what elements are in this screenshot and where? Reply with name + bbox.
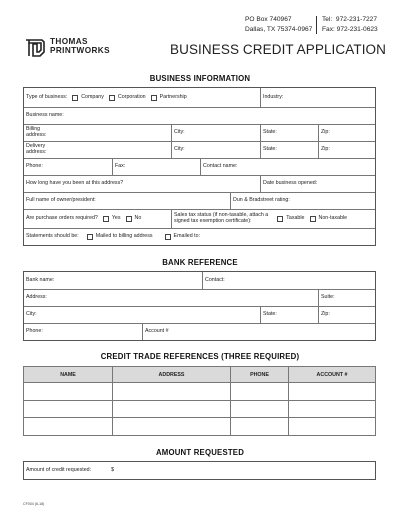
delivery-address-field[interactable] bbox=[24, 142, 171, 158]
address-line-2: Dallas, TX 75374-0967 bbox=[245, 26, 313, 33]
industry-field[interactable] bbox=[260, 88, 375, 107]
table-row bbox=[24, 400, 376, 418]
bank-name-field[interactable] bbox=[24, 272, 202, 289]
phone-label: Phone: bbox=[26, 163, 43, 170]
city-label: City: bbox=[174, 129, 185, 136]
type-of-business-label: Type of business: bbox=[26, 93, 68, 100]
form-row bbox=[24, 228, 375, 245]
bank-address-label: Address: bbox=[26, 294, 47, 301]
po-required-field bbox=[24, 210, 171, 228]
column-header-name: NAME bbox=[24, 367, 113, 383]
company-label: Company bbox=[81, 93, 104, 100]
how-long-label: How long have you been at this address? bbox=[26, 180, 124, 187]
column-header-phone: PHONE bbox=[231, 367, 289, 383]
company-checkbox[interactable] bbox=[72, 95, 78, 101]
mailed-label: Mailed to billing address bbox=[95, 233, 153, 240]
bank-name-label: Bank name: bbox=[26, 276, 55, 283]
reference-account-cell[interactable] bbox=[289, 418, 376, 436]
reference-account-cell[interactable] bbox=[289, 383, 376, 401]
sales-tax-label: Sales tax status (if non-taxable, attach a signed tax exemption certificate): bbox=[174, 212, 269, 224]
taxable-checkbox[interactable] bbox=[277, 216, 283, 222]
owner-label: Full name of owner/president: bbox=[26, 197, 96, 204]
fax-label: Fax: bbox=[115, 163, 126, 170]
zip-label: Zip: bbox=[321, 146, 330, 153]
phone-label: Phone: bbox=[26, 328, 43, 335]
business-name-label: Business name: bbox=[26, 112, 64, 119]
reference-address-cell[interactable] bbox=[113, 418, 231, 436]
date-opened-field[interactable] bbox=[260, 176, 375, 192]
delivery-city-field[interactable] bbox=[171, 142, 260, 158]
logo-text-line2: PRINTWORKS bbox=[50, 46, 110, 55]
state-label: State: bbox=[263, 311, 277, 318]
industry-label: Industry: bbox=[263, 93, 284, 100]
non-taxable-checkbox[interactable] bbox=[310, 216, 316, 222]
reference-account-cell[interactable] bbox=[289, 400, 376, 418]
contact-divider bbox=[316, 16, 317, 34]
type-of-business-field bbox=[24, 88, 260, 107]
business-info-form bbox=[23, 87, 376, 246]
business-name-field[interactable] bbox=[24, 108, 375, 124]
bank-reference-form bbox=[23, 271, 376, 341]
contact-name-label: Contact name: bbox=[203, 163, 238, 170]
amount-label: Amount of credit requested: bbox=[26, 466, 92, 473]
corporation-checkbox[interactable] bbox=[109, 95, 115, 101]
bank-zip-field[interactable] bbox=[318, 307, 375, 323]
amount-field[interactable] bbox=[24, 462, 375, 479]
table-header-row bbox=[24, 367, 376, 383]
reference-address-cell[interactable] bbox=[113, 400, 231, 418]
date-opened-label: Date business opened: bbox=[263, 180, 318, 187]
reference-name-cell[interactable] bbox=[24, 418, 113, 436]
billing-zip-field[interactable] bbox=[318, 125, 375, 141]
amount-requested-form bbox=[23, 461, 376, 480]
sales-tax-field bbox=[171, 210, 375, 228]
po-yes-checkbox[interactable] bbox=[103, 216, 109, 222]
form-row bbox=[24, 107, 375, 124]
how-long-field[interactable] bbox=[24, 176, 260, 192]
form-row bbox=[24, 323, 375, 340]
company-logo bbox=[24, 36, 110, 58]
form-row bbox=[24, 141, 375, 158]
bank-account-field[interactable] bbox=[142, 324, 375, 340]
logo-text-line1: THOMAS bbox=[50, 37, 88, 47]
form-row bbox=[24, 192, 375, 209]
billing-city-field[interactable] bbox=[171, 125, 260, 141]
form-row bbox=[24, 462, 375, 479]
po-required-label: Are purchase orders required? bbox=[26, 215, 98, 222]
bank-reference-title: BANK REFERENCE bbox=[162, 258, 238, 267]
statements-field bbox=[24, 229, 375, 245]
form-row bbox=[24, 124, 375, 141]
header bbox=[0, 0, 400, 70]
corporation-label: Corporation bbox=[117, 93, 146, 100]
reference-phone-cell[interactable] bbox=[231, 400, 289, 418]
table-row bbox=[24, 418, 376, 436]
state-label: State: bbox=[263, 129, 277, 136]
form-row bbox=[24, 88, 375, 107]
bank-state-field[interactable] bbox=[260, 307, 318, 323]
emailed-label: Emailed to: bbox=[173, 233, 201, 240]
address-line-1: PO Box 740967 bbox=[245, 16, 292, 23]
business-info-title: BUSINESS INFORMATION bbox=[149, 74, 251, 83]
fax-line: Fax: 972-231-0623 bbox=[322, 26, 378, 33]
bank-contact-label: Contact: bbox=[205, 276, 225, 283]
amount-requested-title: AMOUNT REQUESTED bbox=[155, 448, 245, 457]
po-no-label: No bbox=[134, 215, 142, 222]
dun-rating-label: Dun & Bradstreet rating: bbox=[233, 197, 290, 204]
city-label: City: bbox=[174, 146, 185, 153]
mailing-address bbox=[245, 15, 312, 35]
form-row bbox=[24, 209, 375, 228]
table-row bbox=[24, 383, 376, 401]
po-no-checkbox[interactable] bbox=[126, 216, 132, 222]
bank-contact-field[interactable] bbox=[202, 272, 375, 289]
bank-phone-field[interactable] bbox=[24, 324, 142, 340]
form-row bbox=[24, 306, 375, 323]
delivery-state-field[interactable] bbox=[260, 142, 318, 158]
trade-references-title: CREDIT TRADE REFERENCES (THREE REQUIRED) bbox=[100, 352, 300, 361]
reference-address-cell[interactable] bbox=[113, 383, 231, 401]
reference-name-cell[interactable] bbox=[24, 383, 113, 401]
billing-address-label: Billing address: bbox=[26, 126, 47, 138]
account-label: Account # bbox=[145, 328, 169, 335]
emailed-checkbox[interactable] bbox=[165, 234, 171, 240]
bank-address-field[interactable] bbox=[24, 290, 318, 306]
billing-state-field[interactable] bbox=[260, 125, 318, 141]
page-title: BUSINESS CREDIT APPLICATION bbox=[170, 42, 387, 57]
partnership-label: Partnership bbox=[159, 93, 187, 100]
delivery-address-label: Delivery address: bbox=[26, 143, 47, 155]
form-row bbox=[24, 272, 375, 289]
bank-suite-field[interactable] bbox=[318, 290, 375, 306]
mailed-checkbox[interactable] bbox=[87, 234, 93, 240]
taxable-label: Taxable bbox=[286, 215, 305, 222]
suite-label: Suite: bbox=[321, 294, 335, 301]
form-row bbox=[24, 289, 375, 306]
reference-name-cell[interactable] bbox=[24, 400, 113, 418]
column-header-address: ADDRESS bbox=[113, 367, 231, 383]
owner-field[interactable] bbox=[24, 193, 230, 209]
fax-field[interactable] bbox=[112, 159, 200, 175]
currency-symbol: $ bbox=[111, 466, 115, 473]
city-label: City: bbox=[26, 311, 37, 318]
phone-field[interactable] bbox=[24, 159, 112, 175]
document-code: CF004 (6-18) bbox=[23, 502, 45, 506]
column-header-account: ACCOUNT # bbox=[289, 367, 376, 383]
trade-references-table bbox=[23, 366, 376, 436]
form-row bbox=[24, 175, 375, 192]
bank-city-field[interactable] bbox=[24, 307, 260, 323]
contact-name-field[interactable] bbox=[200, 159, 375, 175]
zip-label: Zip: bbox=[321, 129, 330, 136]
form-row bbox=[24, 158, 375, 175]
reference-phone-cell[interactable] bbox=[231, 383, 289, 401]
statements-label: Statements should be: bbox=[26, 233, 79, 240]
reference-phone-cell[interactable] bbox=[231, 418, 289, 436]
logo-mark-icon bbox=[24, 36, 46, 58]
state-label: State: bbox=[263, 146, 277, 153]
non-taxable-label: Non-taxable bbox=[318, 215, 348, 222]
zip-label: Zip: bbox=[321, 311, 330, 318]
po-yes-label: Yes bbox=[111, 215, 121, 222]
phone-fax bbox=[322, 15, 378, 35]
billing-address-field[interactable] bbox=[24, 125, 171, 141]
tel-line: Tel: 972-231-7227 bbox=[322, 16, 377, 23]
partnership-checkbox[interactable] bbox=[151, 95, 157, 101]
dun-rating-field[interactable] bbox=[230, 193, 375, 209]
delivery-zip-field[interactable] bbox=[318, 142, 375, 158]
